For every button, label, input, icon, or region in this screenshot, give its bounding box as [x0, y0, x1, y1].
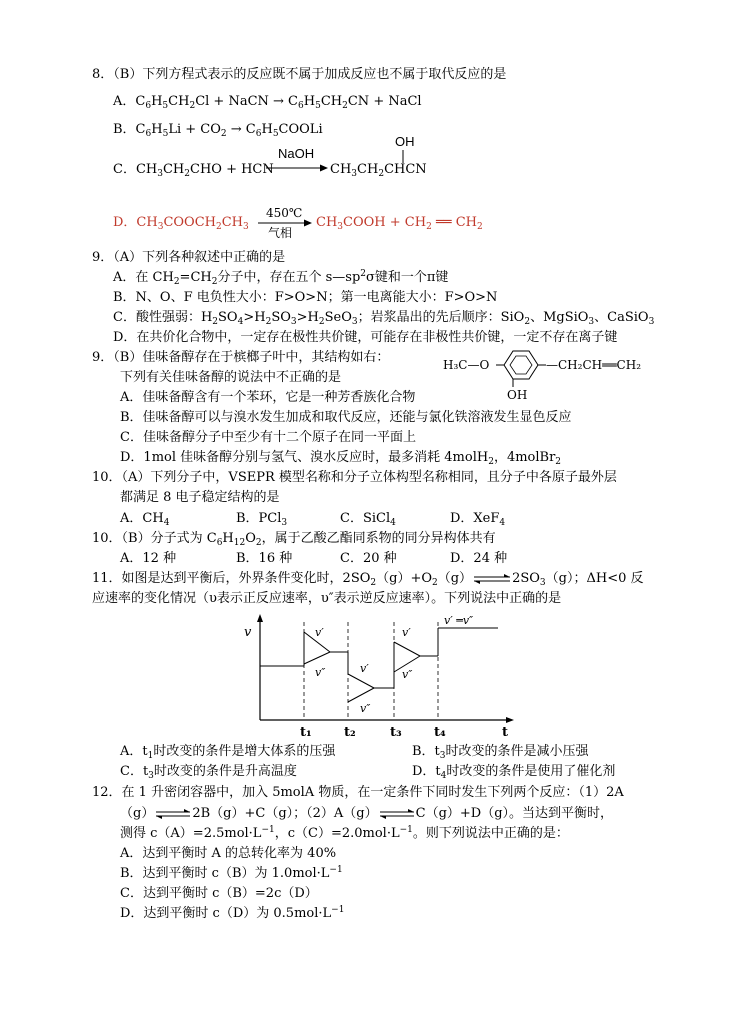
label-vpp-1: v″ [315, 666, 326, 679]
q10b-option-d: D．24 种 [450, 551, 508, 566]
label-vp-3: v′ [402, 626, 411, 639]
label-vp-1: v′ [315, 626, 324, 639]
q9b-struct-left: H₃C—O [443, 358, 490, 372]
q8-option-c-reactants: C．$CH_3CH_2CHO$ + HCN [113, 162, 274, 179]
q8-option-d-phase: 气相 [268, 226, 293, 240]
q8-option-c-product: $CH_3CH_2CHCN$ [330, 162, 427, 179]
q8-option-d-product: $CH_3COOH + CH_2$ ══ $CH_2$ [316, 215, 483, 232]
q9b-option-a: A．佳味备醇含有一个苯环，它是一种芳香族化合物 [120, 390, 416, 405]
q8-option-d-temp: 450℃ [266, 206, 303, 220]
q9b-option-c: C．佳味备醇分子中至少有十二个原子在同一平面上 [120, 430, 416, 445]
t3-forward [394, 642, 420, 656]
t2-forward [348, 674, 374, 688]
q10a-option-a: A．$CH_4$ [120, 511, 170, 528]
q11-rate-graph [236, 612, 526, 742]
label-vpp-2: v″ [360, 702, 371, 715]
tick-t2: t₂ [344, 725, 356, 740]
q9b-stem-1: 9．（B）佳味备醇存在于槟榔子叶中，其结构如右： [92, 350, 390, 365]
q9b-stem-2: 下列有关佳味备醇的说法中不正确的是 [120, 370, 342, 385]
t2-reverse [348, 688, 374, 702]
q10b-option-a: A．12 种 [120, 551, 177, 566]
graph-y-label: v [244, 625, 252, 640]
q11-option-a: A．$t_1$时改变的条件是增大体系的压强 [120, 744, 336, 761]
q11-option-b: B．$t_3$时改变的条件是减小压强 [412, 744, 589, 761]
q12-stem-1: 12．在 1 升密闭容器中，加入 5molA 物质，在一定条件下同时发生下列两个反应：（1）2A [92, 785, 624, 800]
q8-option-c-oh-bond [398, 150, 408, 164]
graph-x-label: t [502, 725, 509, 740]
q12-option-c: C．达到平衡时 c（B）=2c（D） [120, 886, 318, 901]
q8-option-d-reactant: D．$CH_3COOCH_2CH_3$ [113, 215, 249, 232]
q11-option-d: D．$t_4$时改变的条件是使用了催化剂 [412, 764, 616, 781]
t1-reverse [304, 652, 330, 664]
q9b-benzene-ring [496, 347, 546, 387]
q10a-option-c: C．SiCl$_4$ [340, 511, 396, 528]
label-vpp-3: v″ [402, 668, 413, 681]
q10b-option-b: B．16 种 [236, 551, 293, 566]
q10a-stem-2: 都满足 8 电子稳定结构的是 [120, 490, 280, 505]
q10b-option-c: C．20 种 [340, 551, 397, 566]
tick-t3: t₃ [390, 725, 402, 740]
label-eq: v′ ═v″ [444, 614, 474, 627]
label-vp-2: v′ [360, 662, 369, 675]
q9a-option-d: D．在共价化合物中，一定存在极性共价键，可能存在非极性共价键，一定不存在离子键 [113, 330, 618, 345]
q12-stem-2: （g） 2B（g）+C（g）；（2）A（g） C（g）+D（g）。当达到平衡时， [120, 806, 614, 821]
q12-option-a: A．达到平衡时 A 的总转化率为 40% [120, 846, 337, 861]
q10a-stem-1: 10．（A）下列分子中，VSEPR 模型名称和分子立体构型名称相同，且分子中各原子最外层 [92, 470, 617, 485]
q12-option-b: B．达到平衡时 c（B）为 $1.0mol\cdot L^{-1}$ [120, 865, 343, 881]
q9a-option-b: B．N、O、F 电负性大小：F>O>N；第一电离能大小：F>O>N [113, 290, 498, 305]
q10b-stem: 10．（B）分子式为 $C_6H_{12}O_2$，属于乙酸乙酯同系物的同分异构体共有 [92, 531, 496, 548]
reversible-arrow-1 [154, 809, 192, 819]
tick-t1: t₁ [300, 725, 312, 740]
q8-option-a: A．$C_6H_5CH_2Cl$ + NaCN → $C_6H_5CH_2CN$ + NaCl [113, 94, 422, 111]
q9b-struct-right: —CH₂CH══CH₂ [546, 358, 642, 372]
reversible-arrow-2 [378, 809, 416, 819]
q8-option-c-arrow [266, 163, 328, 173]
q10a-option-d: D．XeF$_4$ [450, 511, 506, 528]
q9a-stem: 9．（A）下列各种叙述中正确的是 [92, 250, 286, 265]
q9b-option-d: D．1mol 佳味备醇分别与氢气、溴水反应时，最多消耗 4molH$_2$，4molBr$_2$ [120, 450, 562, 467]
q12-option-d: D．达到平衡时 c（D）为 $0.5mol\cdot L^{-1}$ [120, 905, 345, 921]
equilibrium-arrow [472, 574, 512, 584]
q8-option-b: B．$C_6H_5Li + CO_2$ → $C_6H_5COOLi$ [113, 122, 323, 139]
q11-stem-2: 应速率的变化情况（υ表示正反应速率，υ″表示逆反应速率）。下列说法中正确的是 [92, 591, 562, 606]
q9a-option-c: C．酸性强弱：$H_2SO_4>H_2SO_3>H_2SeO_3$；岩浆晶出的先后顺序：SiO$_2$、MgSiO$_3$、CaSiO$_3$ [113, 310, 655, 327]
tick-t4: t₄ [434, 725, 446, 740]
q9b-option-b: B．佳味备醇可以与溴水发生加成和取代反应，还能与氯化铁溶液发生显色反应 [120, 410, 572, 425]
q11-stem-1: 11．如图是达到平衡后，外界条件变化时，$2SO_2(g)+O_2(g)$ $2SO_3(g)$；ΔH<0 反 [92, 571, 644, 588]
q12-stem-3: 测得 $c(A)=2.5mol\cdot L^{-1}$，$c(C)=2.0mol\cdot L^{-1}$。则下列说法中正确的是： [120, 825, 569, 841]
q8-option-c-condition: NaOH [278, 146, 315, 161]
q11-option-c: C．$t_3$时改变的条件是升高温度 [120, 764, 297, 781]
q9a-option-a: A．在 $CH_2=CH_2$分子中，存在五个 $s—sp^2\sigma$键和一个π键 [113, 269, 449, 287]
q8-stem: 8．（B）下列方程式表示的反应既不属于加成反应也不属于取代反应的是 [92, 67, 507, 82]
q8-option-c-oh: OH [395, 134, 415, 149]
q10a-option-b: B．PCl$_3$ [236, 511, 288, 528]
q9b-struct-oh: OH [507, 388, 528, 402]
